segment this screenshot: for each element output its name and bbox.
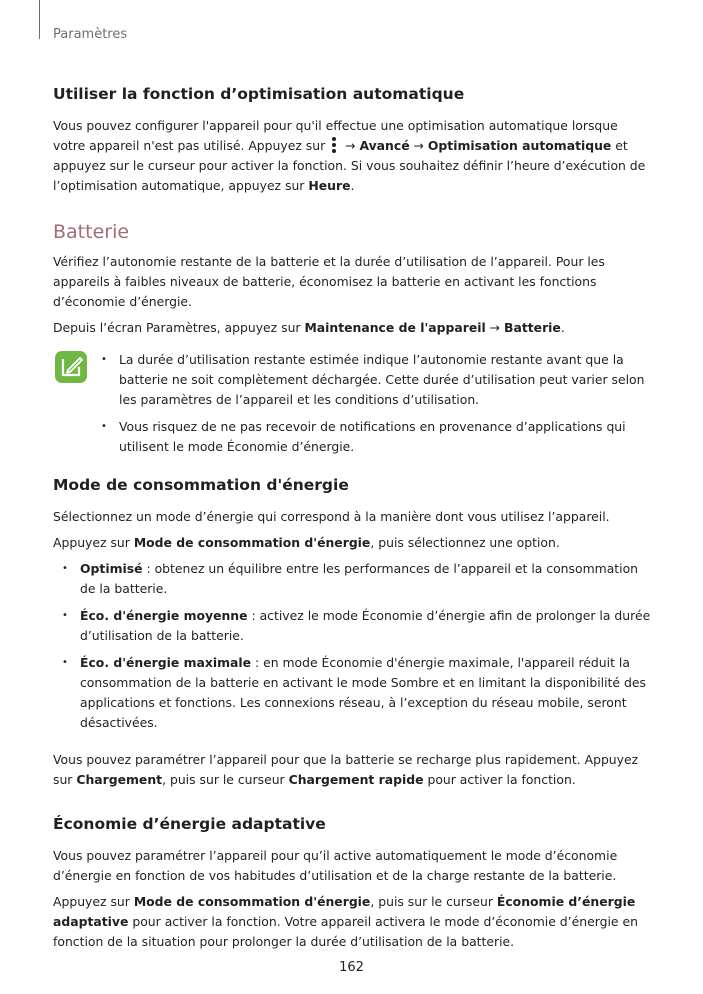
power-mode-intro-paragraph: Sélectionnez un mode d’énergie qui correspond à la manière dont vous utilisez l’appareil. xyxy=(53,509,610,524)
menu-term-fast-charging: Chargement rapide xyxy=(288,772,424,787)
arrow: → xyxy=(413,138,424,153)
option-description: : activez le mode Économie d’énergie afin de prolonger la durée d’utilisation de la batterie. xyxy=(80,608,651,643)
option-name: Éco. d'énergie moyenne xyxy=(80,608,248,623)
option-description: : obtenez un équilibre entre les performances de l’appareil et la consommation de la batterie. xyxy=(80,561,639,596)
menu-term-power-mode: Mode de consommation d'énergie xyxy=(133,894,371,909)
option-item-optimised xyxy=(53,559,653,599)
text-run: et appuyez sur le curseur pour activer la fonction. Si vous souhaitez définir l’heure d’exécution de l’optimisation automatique, appuyez sur xyxy=(53,138,646,193)
section-heading-adaptive-saving: Économie d’énergie adaptative xyxy=(53,815,326,833)
section-heading-battery: Batterie xyxy=(53,221,130,243)
note-item: • Vous risquez de ne pas recevoir de notifications en provenance d’applications qui utilisent le mode Économie d’énergie. xyxy=(101,417,653,457)
header-rule xyxy=(39,0,40,39)
menu-term-adaptive-saving: Économie d’énergie adaptative xyxy=(53,894,636,929)
text-run: pour activer la fonction. xyxy=(427,772,576,787)
power-mode-path-paragraph xyxy=(53,533,653,553)
menu-term-device-maintenance: Maintenance de l'appareil xyxy=(304,320,486,335)
adaptive-path-paragraph xyxy=(53,892,653,952)
text-run: , puis sélectionnez une option. xyxy=(370,535,560,550)
arrow: → xyxy=(345,138,356,153)
battery-intro-paragraph: Vérifiez l’autonomie restante de la batterie et la durée d’utilisation de l’appareil. Pour les appareils à faibles niveaux de batterie, économisez la batterie en activant les fonctions d’économie d’énergie. xyxy=(53,254,605,309)
text-run: Depuis l’écran Paramètres, appuyez sur xyxy=(53,320,301,335)
battery-path-paragraph xyxy=(53,318,653,338)
power-mode-options-list xyxy=(53,559,653,733)
text-run: . xyxy=(350,178,355,193)
option-name: Optimisé xyxy=(80,561,143,576)
menu-term-battery: Batterie xyxy=(504,320,561,335)
note-box xyxy=(53,350,653,457)
menu-term-auto-optimisation: Optimisation automatique xyxy=(427,138,612,153)
page-content xyxy=(53,84,653,958)
text-run: pour activer la fonction. Votre appareil activera le mode d’économie d’énergie en fonction de la situation pour prolonger la durée d’utilisation de la batterie. xyxy=(53,914,638,949)
section-heading-auto-optimisation: Utiliser la fonction d’optimisation automatique xyxy=(53,85,465,103)
text-run: Vous pouvez paramétrer l’appareil pour que la batterie se recharge plus rapidement. Appuyez sur xyxy=(53,752,639,787)
option-description: : en mode Économie d'énergie maximale, l'appareil réduit la consommation de la batterie en activant le mode Sombre et en limitant la disponibilité des applications et fonctions. Les connexions réseau, à l’exception du réseau mobile, seront désactivées. xyxy=(80,655,646,730)
option-item-medium-saving xyxy=(53,606,653,646)
text-run: . xyxy=(560,320,565,335)
note-item: • La durée d’utilisation restante estimée indique l’autonomie restante avant que la batterie ne soit complètement déchargée. Cette durée d’utilisation peut varier selon les paramètres de l’appareil et les conditions d’utilisation. xyxy=(101,350,653,410)
arrow: → xyxy=(489,320,501,335)
menu-term-time: Heure xyxy=(308,178,351,193)
menu-term-charging: Chargement xyxy=(76,772,163,787)
option-item-max-saving xyxy=(53,653,653,733)
text-run: Appuyez sur xyxy=(53,894,130,909)
option-name: Éco. d'énergie maximale xyxy=(80,655,252,670)
page-number: 162 xyxy=(339,960,364,975)
adaptive-intro-paragraph: Vous pouvez paramétrer l’appareil pour qu’il active automatiquement le mode d’économie d’énergie en fonction de vos habitudes d’utilisation et de la charge restante de la batterie. xyxy=(53,848,618,883)
auto-optimisation-paragraph xyxy=(53,116,653,196)
running-header: Paramètres xyxy=(53,27,128,42)
note-pencil-icon xyxy=(54,350,88,384)
note-list xyxy=(101,350,653,457)
section-heading-power-mode: Mode de consommation d'énergie xyxy=(53,476,349,494)
menu-term-advanced: Avancé xyxy=(359,138,410,153)
menu-term-power-mode: Mode de consommation d'énergie xyxy=(133,535,371,550)
more-options-icon xyxy=(331,137,337,153)
text-run: Appuyez sur xyxy=(53,535,130,550)
fast-charging-paragraph xyxy=(53,750,653,790)
text-run: , puis sur le curseur xyxy=(370,894,493,909)
text-run: , puis sur le curseur xyxy=(162,772,285,787)
text-run: Vous pouvez configurer l'appareil pour qu'il effectue une optimisation automatique lorsque votre appareil n'est pas utilisé. Appuyez sur xyxy=(53,118,618,153)
